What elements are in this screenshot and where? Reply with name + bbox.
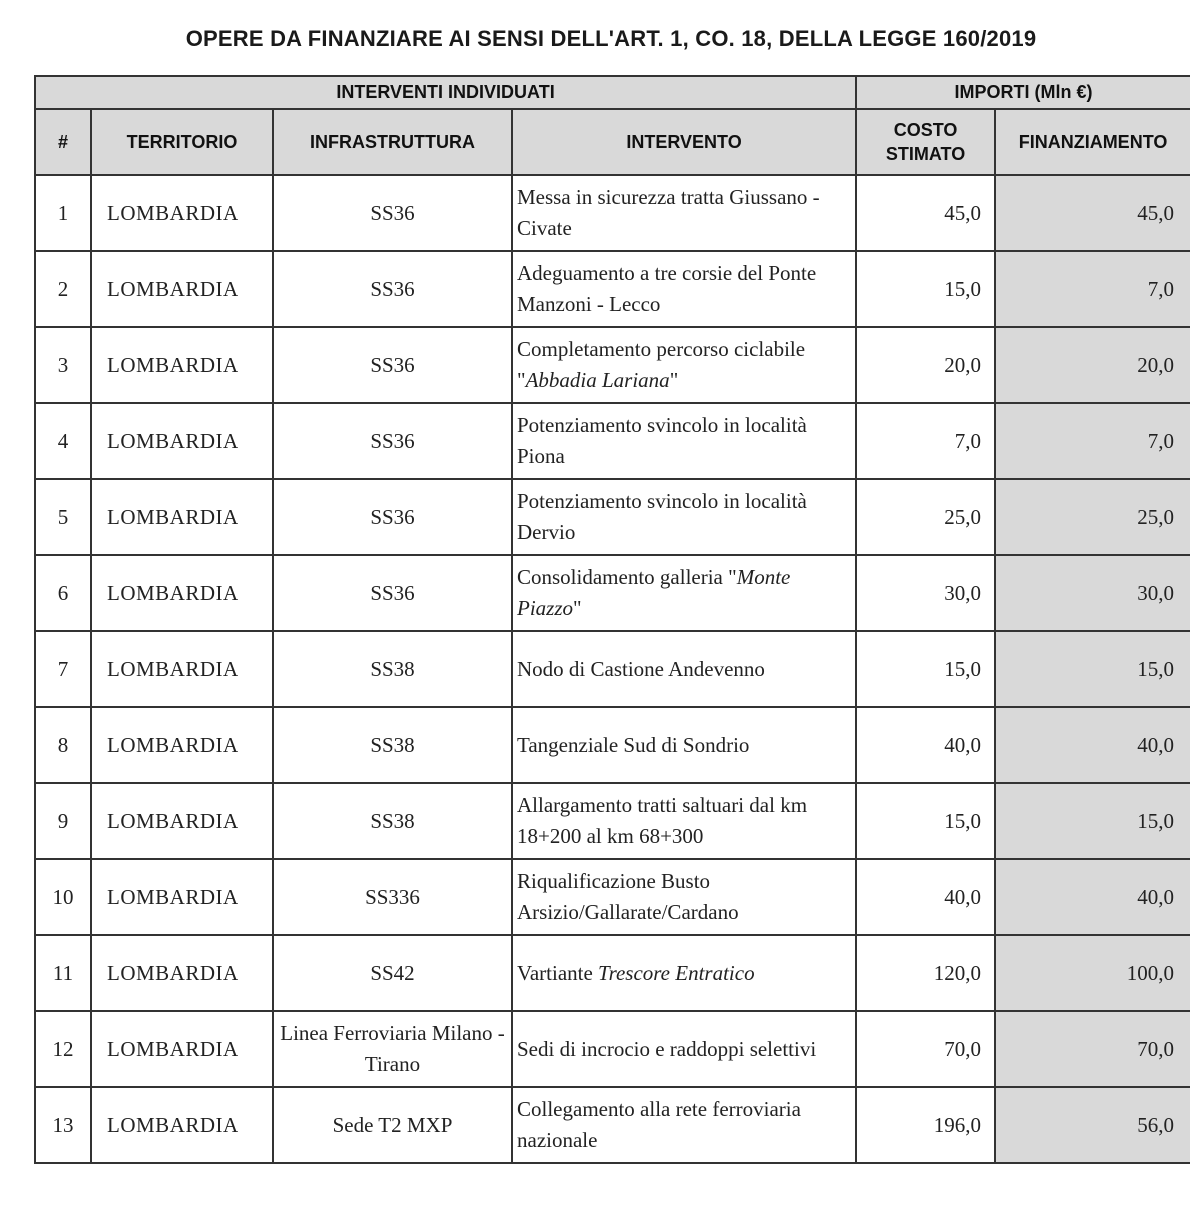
cell-finanziamento: 15,0	[995, 783, 1190, 859]
table-row	[35, 631, 1190, 707]
cell-territorio: LOMBARDIA	[91, 631, 273, 707]
cell-finanziamento: 7,0	[995, 403, 1190, 479]
cell-intervento	[512, 175, 856, 251]
cell-costo-stimato: 45,0	[856, 175, 995, 251]
cell-intervento	[512, 783, 856, 859]
column-header-costo-stimato	[856, 109, 995, 175]
cell-costo-stimato: 15,0	[856, 783, 995, 859]
costo-line-1: COSTO	[893, 120, 958, 140]
cell-intervento	[512, 707, 856, 783]
intervento-text: Sedi di incrocio e raddoppi selettivi	[517, 1036, 817, 1061]
cell-intervento	[512, 403, 856, 479]
cell-costo-stimato: 120,0	[856, 935, 995, 1011]
table-row	[35, 479, 1190, 555]
cell-costo-stimato: 15,0	[856, 251, 995, 327]
table-container	[34, 75, 1190, 1180]
cell-territorio: LOMBARDIA	[91, 251, 273, 327]
cell-num: 10	[35, 859, 91, 935]
cell-finanziamento: 70,0	[995, 1011, 1190, 1087]
table-body	[35, 175, 1190, 1163]
cell-infrastruttura: SS36	[273, 479, 512, 555]
intervento-text: "	[669, 368, 679, 392]
cell-costo-stimato: 40,0	[856, 707, 995, 783]
table-row	[35, 1011, 1190, 1087]
intervento-text: Collegamento alla rete ferroviaria nazionale	[517, 1097, 801, 1152]
cell-territorio: LOMBARDIA	[91, 783, 273, 859]
cell-territorio: LOMBARDIA	[91, 327, 273, 403]
intervento-text: Potenziamento svincolo in località Dervio	[517, 489, 807, 544]
cell-territorio: LOMBARDIA	[91, 935, 273, 1011]
cell-finanziamento: 30,0	[995, 555, 1190, 631]
cell-infrastruttura: SS36	[273, 251, 512, 327]
group-header-importi: IMPORTI (Mln €)	[856, 76, 1190, 109]
cell-costo-stimato: 196,0	[856, 1087, 995, 1163]
table-row	[35, 327, 1190, 403]
table-row	[35, 403, 1190, 479]
group-header-interventi: INTERVENTI INDIVIDUATI	[35, 76, 856, 109]
cell-intervento	[512, 479, 856, 555]
cell-num: 11	[35, 935, 91, 1011]
cell-infrastruttura: SS42	[273, 935, 512, 1011]
cell-num: 13	[35, 1087, 91, 1163]
cell-infrastruttura: Sede T2 MXP	[273, 1087, 512, 1163]
column-header-territorio: TERRITORIO	[91, 109, 273, 175]
cell-infrastruttura: SS36	[273, 327, 512, 403]
cell-costo-stimato: 70,0	[856, 1011, 995, 1087]
intervento-italic-text: Monte Piazzo	[517, 565, 791, 620]
cell-costo-stimato: 15,0	[856, 631, 995, 707]
column-header-finanziamento: FINANZIAMENTO	[995, 109, 1190, 175]
cell-num: 9	[35, 783, 91, 859]
cell-intervento	[512, 631, 856, 707]
table-row	[35, 251, 1190, 327]
cell-costo-stimato: 20,0	[856, 327, 995, 403]
opere-table	[34, 75, 1190, 1164]
cell-num: 7	[35, 631, 91, 707]
table-row	[35, 175, 1190, 251]
cell-infrastruttura: SS38	[273, 631, 512, 707]
intervento-text: Riqualificazione Busto Arsizio/Gallarate/Cardano	[517, 869, 739, 924]
cell-finanziamento: 25,0	[995, 479, 1190, 555]
cell-territorio: LOMBARDIA	[91, 403, 273, 479]
column-header-num: #	[35, 109, 91, 175]
cell-infrastruttura: SS36	[273, 175, 512, 251]
intervento-italic-text: Trescore Entratico	[598, 960, 755, 985]
cell-num: 6	[35, 555, 91, 631]
cell-finanziamento: 40,0	[995, 859, 1190, 935]
intervento-text: Completamento percorso ciclabile "	[517, 337, 806, 392]
cell-intervento	[512, 327, 856, 403]
cell-territorio: LOMBARDIA	[91, 859, 273, 935]
cell-num: 3	[35, 327, 91, 403]
document-title: OPERE DA FINANZIARE AI SENSI DELL'ART. 1, CO. 18, DELLA LEGGE 160/2019	[185, 26, 1037, 51]
cell-intervento	[512, 1087, 856, 1163]
cell-num: 2	[35, 251, 91, 327]
cell-finanziamento: 100,0	[995, 935, 1190, 1011]
intervento-text: Consolidamento galleria "	[517, 565, 737, 589]
cell-infrastruttura: SS336	[273, 859, 512, 935]
table-row	[35, 935, 1190, 1011]
cell-intervento	[512, 1011, 856, 1087]
cell-finanziamento: 7,0	[995, 251, 1190, 327]
intervento-text: Allargamento tratti saltuari dal km 18+200 al km 68+300	[517, 793, 808, 848]
table-row	[35, 859, 1190, 935]
intervento-text: Vartiante	[517, 960, 599, 985]
intervento-text: Tangenziale Sud di Sondrio	[517, 732, 750, 757]
cell-finanziamento: 40,0	[995, 707, 1190, 783]
table-row	[35, 707, 1190, 783]
intervento-italic-text: Abbadia Lariana	[525, 368, 670, 392]
cell-costo-stimato: 40,0	[856, 859, 995, 935]
cell-territorio: LOMBARDIA	[91, 1087, 273, 1163]
intervento-text: Nodo di Castione Andevenno	[517, 656, 765, 681]
column-header-infrastruttura: INFRASTRUTTURA	[273, 109, 512, 175]
cell-num: 4	[35, 403, 91, 479]
cell-territorio: LOMBARDIA	[91, 175, 273, 251]
column-header-intervento: INTERVENTO	[512, 109, 856, 175]
cell-costo-stimato: 25,0	[856, 479, 995, 555]
intervento-text: Messa in sicurezza tratta Giussano - Civate	[517, 185, 820, 240]
cell-territorio: LOMBARDIA	[91, 707, 273, 783]
cell-infrastruttura: SS38	[273, 707, 512, 783]
cell-infrastruttura: SS36	[273, 555, 512, 631]
cell-intervento	[512, 859, 856, 935]
cell-territorio: LOMBARDIA	[91, 1011, 273, 1087]
cell-infrastruttura: SS36	[273, 403, 512, 479]
cell-finanziamento: 15,0	[995, 631, 1190, 707]
cell-finanziamento: 56,0	[995, 1087, 1190, 1163]
cell-territorio: LOMBARDIA	[91, 479, 273, 555]
cell-territorio: LOMBARDIA	[91, 555, 273, 631]
cell-intervento	[512, 555, 856, 631]
cell-intervento	[512, 251, 856, 327]
intervento-text: Adeguamento a tre corsie del Ponte Manzoni - Lecco	[517, 261, 817, 316]
cell-finanziamento: 45,0	[995, 175, 1190, 251]
cell-finanziamento: 20,0	[995, 327, 1190, 403]
cell-costo-stimato: 30,0	[856, 555, 995, 631]
cell-infrastruttura: SS38	[273, 783, 512, 859]
cell-infrastruttura: Linea Ferroviaria Milano - Tirano	[273, 1011, 512, 1087]
cell-costo-stimato: 7,0	[856, 403, 995, 479]
cell-num: 1	[35, 175, 91, 251]
table-row	[35, 1087, 1190, 1163]
cell-intervento	[512, 935, 856, 1011]
cell-num: 12	[35, 1011, 91, 1087]
table-row	[35, 783, 1190, 859]
costo-line-2: STIMATO	[885, 144, 966, 164]
table-row	[35, 555, 1190, 631]
cell-num: 5	[35, 479, 91, 555]
intervento-text: "	[573, 596, 582, 620]
cell-num: 8	[35, 707, 91, 783]
intervento-text: Potenziamento svincolo in località Piona	[517, 413, 807, 468]
